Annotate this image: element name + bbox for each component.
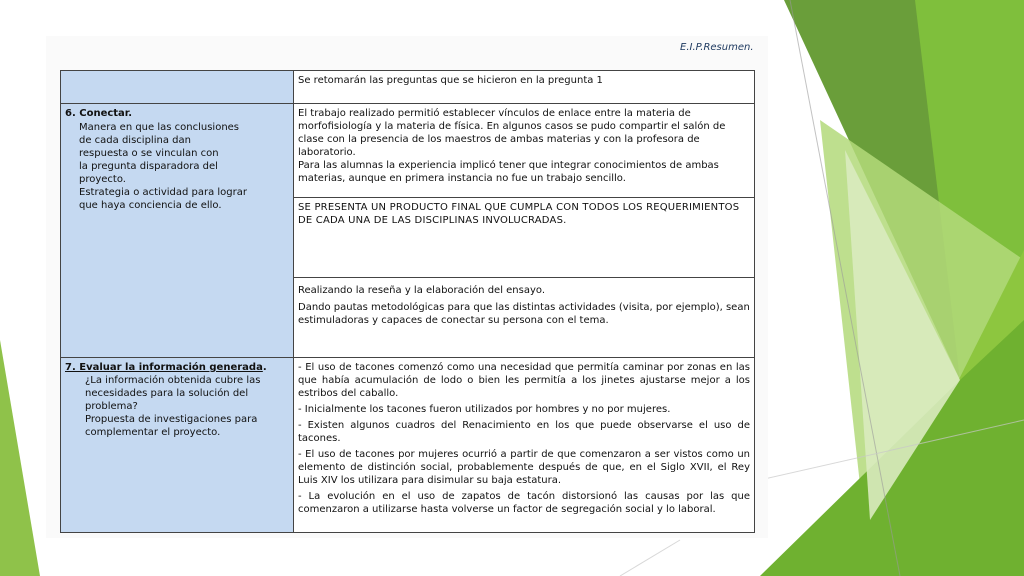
document-header: E.I.P.Resumen. (680, 42, 754, 53)
section-title-period: . (262, 362, 267, 373)
cell-text: Para las alumnas la experiencia implicó tener que integrar conocimientos de ambas materias, aunque en primera instancia no fue un trabajo sencillo. (298, 160, 719, 184)
section-line: Manera en que las conclusiones (79, 122, 240, 133)
section-line: proyecto. (79, 174, 126, 185)
cell-text: Realizando la reseña y la elaboración del ensayo. (298, 285, 546, 296)
section-line: problema? (85, 401, 138, 412)
right-cell (294, 198, 755, 278)
section-line: de cada disciplina dan (79, 135, 191, 146)
section-title-text: 7. Evaluar la información generada (65, 362, 263, 373)
section-line: respuesta o se vinculan con (79, 148, 219, 159)
deco-line-1 (790, 0, 900, 576)
bottom-green-shape (760, 320, 1024, 576)
section-title (65, 361, 289, 374)
table-row (61, 358, 755, 533)
bullet-item: - Inicialmente los tacones fueron utilizados por hombres y no por mujeres. (298, 404, 671, 415)
right-cell (294, 104, 755, 198)
section-line: ¿La información obtenida cubre las (85, 375, 261, 386)
right-green-shape (915, 0, 1024, 380)
section-line: complementar el proyecto. (85, 427, 221, 438)
section-line: Estrategia o actividad para lograr (79, 187, 248, 198)
left-cell-empty (61, 71, 294, 104)
content-table (60, 70, 755, 533)
left-cell-section-7 (61, 358, 294, 533)
table-row (61, 104, 755, 198)
bullet-item: - La evolución en el uso de zapatos de tacón distorsionó las causas por las que comenzaron a utilizarse hasta volverse un factor de segregación social y lo laboral. (298, 491, 750, 515)
section-line: que haya conciencia de ello. (79, 200, 222, 211)
section-line: la pregunta disparadora del (79, 161, 218, 172)
cell-text: SE PRESENTA UN PRODUCTO FINAL QUE CUMPLA CON TODOS LOS REQUERIMIENTOS DE CADA UNA DE LAS DISCIPLINAS INVOLUCRADAS. (298, 202, 740, 226)
right-cell (294, 278, 755, 358)
right-cell (294, 358, 755, 533)
left-cell-section-6 (61, 104, 294, 358)
bullet-item: - El uso de tacones por mujeres ocurrió a partir de que comenzaron a ser vistos como un elemento de distinción social, probablemente después de que, en el Siglo XVII, el Rey Luis XIV los utilizara para disimular su baja estatura. (298, 449, 750, 486)
section-title: 6. Conectar. (65, 108, 133, 119)
deco-line-2 (760, 420, 1024, 480)
deco-line-3 (620, 540, 680, 576)
cell-text: Dando pautas metodológicas para que las distintas actividades (visita, por ejemplo), sean estimuladoras y capaces de conectar su persona con el tema. (298, 302, 750, 326)
right-light-green-shape (820, 120, 1024, 576)
cell-text: El trabajo realizado permitió establecer vínculos de enlace entre la materia de morfofisiología y la materia de física. En algunos casos se pudo compartir el salón de clase con la presencia de los maestros de ambas materias y con la profesora de laboratorio. (298, 108, 726, 158)
right-cell (294, 71, 755, 104)
bullet-item: - El uso de tacones comenzó como una necesidad que permitía caminar por zonas en las que había acumulación de lodo o bien les permitía a los jinetes ajustarse mejor a los estribos del caballo. (298, 362, 750, 399)
bullet-item: - Existen algunos cuadros del Renacimiento en los que puede observarse el uso de tacones. (298, 420, 750, 444)
section-line: necesidades para la solución del (85, 388, 249, 399)
cell-text: Se retomarán las preguntas que se hicieron en la pregunta 1 (298, 75, 603, 86)
section-line: Propuesta de investigaciones para (85, 414, 258, 425)
right-bright-green-shape (860, 250, 1024, 576)
table-row (61, 71, 755, 104)
pale-green-shape (845, 150, 960, 520)
right-dark-green-shape (784, 0, 960, 380)
left-green-triangle (0, 340, 40, 576)
